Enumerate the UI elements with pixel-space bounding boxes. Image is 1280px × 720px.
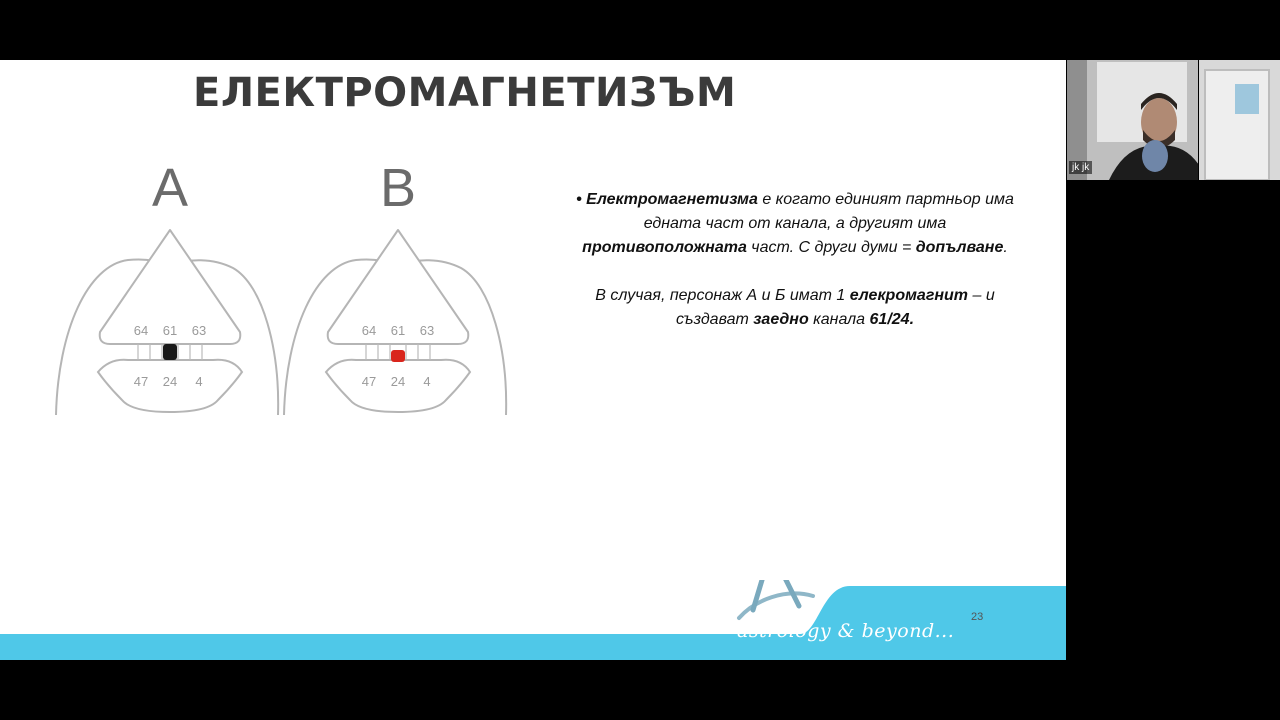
- brand-wordmark: astrology & beyond...: [737, 620, 955, 642]
- slide-body-text: [575, 188, 1015, 332]
- term-electromagnetism: Електромагнетизма: [586, 191, 758, 208]
- diagram-a-gate: 24: [162, 374, 178, 389]
- page-number: 23: [971, 611, 984, 623]
- diagram-a-gate: 63: [191, 323, 207, 338]
- room-background: [1199, 60, 1280, 180]
- term-complement: допълване: [915, 239, 1004, 256]
- diagram-b-gate: 4: [423, 374, 431, 389]
- slide-title: ЕЛЕКТРОМАГНЕТИЗЪМ: [193, 70, 737, 116]
- diagram-a: [56, 158, 278, 415]
- diagram-a-gate: 64: [133, 323, 149, 338]
- diagram-b-gate: 47: [361, 374, 377, 389]
- term-channel: 61/24.: [869, 311, 915, 328]
- paragraph-example: [575, 284, 1015, 332]
- diagram-b: [284, 158, 506, 415]
- diagram-a-channel-marker: [163, 344, 177, 360]
- diagram-a-label: A: [151, 158, 189, 218]
- diagram-a-gate: 4: [195, 374, 203, 389]
- participant-name-label: jk jk: [1069, 161, 1092, 174]
- text-run: .: [1003, 239, 1008, 256]
- term-together: заедно: [753, 311, 809, 328]
- diagram-b-channel-marker: [391, 350, 405, 362]
- brand-logo-icon: [739, 580, 813, 618]
- paragraph-definition: [575, 188, 1015, 260]
- text-run: – и създават: [675, 287, 995, 328]
- diagram-a-gate: 61: [162, 323, 178, 338]
- diagram-b-label: B: [379, 158, 417, 218]
- diagram-b-gate: 64: [361, 323, 377, 338]
- diagram-a-gate: 47: [133, 374, 149, 389]
- diagram-b-gate: 63: [419, 323, 435, 338]
- term-electromagnet: елекромагнит: [849, 287, 969, 304]
- text-run: В случая, персонаж А и Б имат 1: [595, 287, 850, 304]
- text-run: част. С други думи =: [746, 239, 916, 256]
- diagram-b-gate: 61: [390, 323, 406, 338]
- background-video-area: [1199, 60, 1280, 180]
- diagram-b-gate: 24: [390, 374, 406, 389]
- bodygraph-diagram: [48, 150, 518, 420]
- bullet: •: [576, 191, 582, 208]
- presentation-slide: [0, 60, 1066, 660]
- text-run: е когато единият партньор има едната част от канала, а другият има: [643, 191, 1014, 232]
- term-opposite: противоположната: [582, 239, 747, 256]
- text-run: канала: [808, 311, 870, 328]
